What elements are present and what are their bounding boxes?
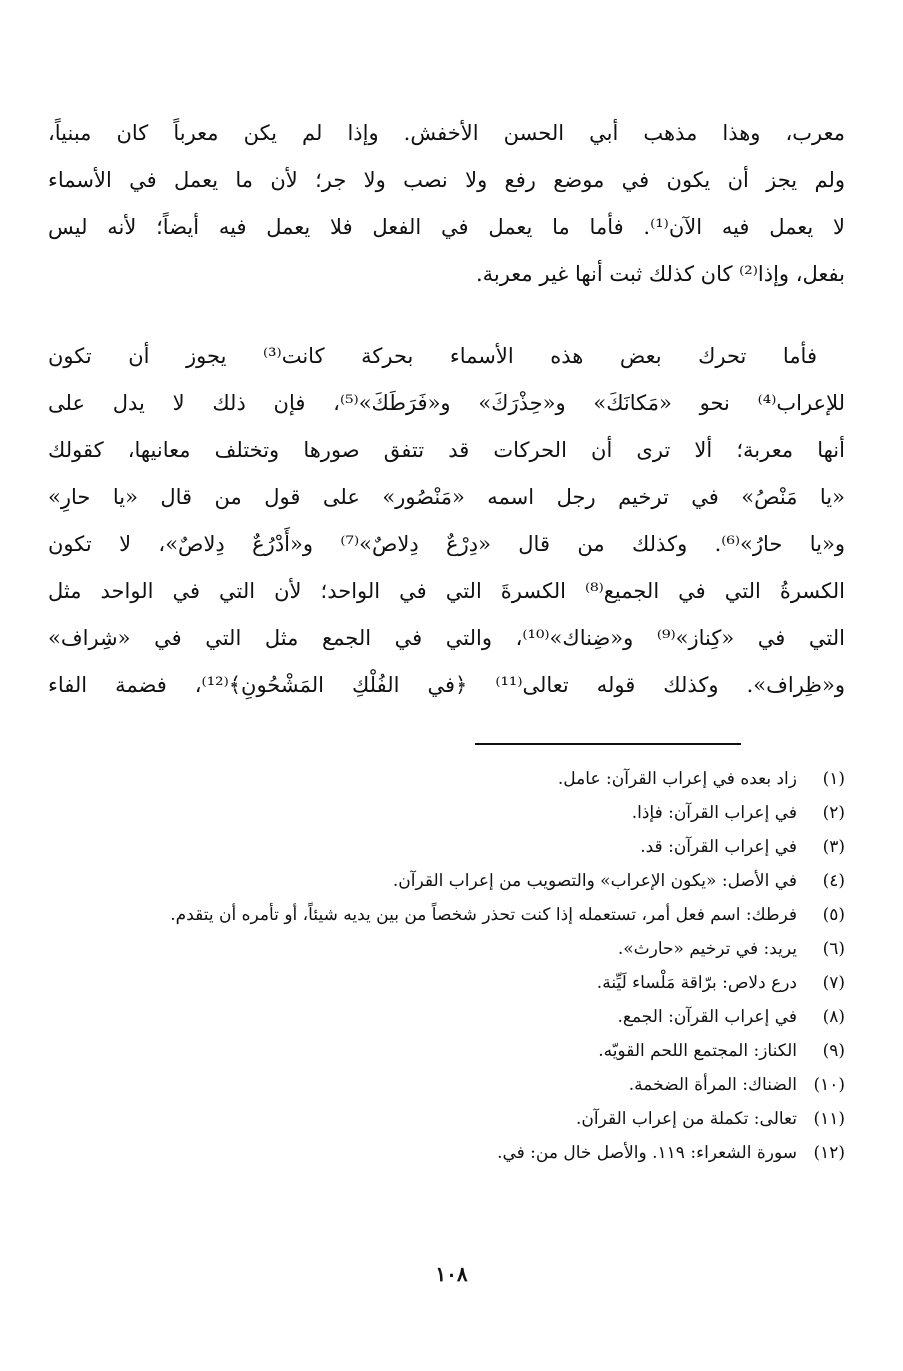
- footnote: [48, 966, 845, 1000]
- footnote-text: زاد بعده في إعراب القرآن: عامل.: [557, 769, 797, 789]
- footnotes: [48, 762, 845, 1170]
- text-line: و«يا حارُ»⁽⁶⁾. وكذلك من قال «دِرْعٌ دِلاصٌ»⁽⁷⁾ و«أَدْرُعٌ دِلاصٌ»، لا تكون: [48, 532, 845, 556]
- footnote-text: في إعراب القرآن: فإذا.: [631, 803, 797, 823]
- text-line: للإعراب⁽⁴⁾ نحو «مَكانَكَ» و«حِذْرَكَ» و«فَرَطَكَ»⁽⁵⁾، فإن ذلك لا يدل على: [48, 391, 845, 415]
- footnote-number: (١١): [813, 1109, 845, 1129]
- footnote-number: (٨): [822, 1007, 845, 1027]
- footnote-text: في إعراب القرآن: قد.: [640, 837, 797, 857]
- text-line: معرب، وهذا مذهب أبي الحسن الأخفش. وإذا لم يكن معرباً كان مبنياً،: [48, 121, 845, 145]
- footnote-number: (٢): [822, 803, 845, 823]
- paragraph: [48, 110, 845, 298]
- footnote-number: (٦): [822, 939, 845, 959]
- footnote-number: (١٠): [813, 1075, 845, 1095]
- footnote-text: تعالى: تكملة من إعراب القرآن.: [575, 1109, 797, 1129]
- footnote-number: (٤): [822, 871, 845, 891]
- footnote: [48, 830, 845, 864]
- footnote: [48, 796, 845, 830]
- footnote: [48, 1068, 845, 1102]
- footnote: [48, 762, 845, 796]
- text-line: التي في «كِناز»⁽⁹⁾ و«ضِناك»⁽¹⁰⁾، والتي في الجمع مثل التي في «شِراف»: [48, 626, 845, 650]
- paragraph: [48, 333, 845, 709]
- footnote: [48, 864, 845, 898]
- text-line: الكسرةُ التي في الجميع⁽⁸⁾ الكسرةَ التي في الواحد؛ لأن التي في الواحد مثل: [48, 579, 845, 603]
- text-line: و«ظِراف». وكذلك قوله تعالى⁽¹¹⁾ ﴿في الفُلْكِ المَشْحُونِ﴾⁽¹²⁾، فضمة الفاء: [48, 673, 845, 697]
- footnote-divider: [475, 743, 741, 745]
- footnote-text: سورة الشعراء: ١١٩. والأصل خال من: في.: [497, 1143, 797, 1163]
- footnote-number: (١): [822, 769, 845, 789]
- text-line: أنها معربة؛ ألا ترى أن الحركات قد تتفق صورها وتختلف معانيها، كقولك: [48, 438, 845, 462]
- footnote-text: في إعراب القرآن: الجمع.: [617, 1007, 797, 1027]
- footnote-text: فرطك: اسم فعل أمر، تستعمله إذا كنت تحذر شخصاً من بين يديه شيئاً، أو تأمره أن يتقدم.: [170, 905, 797, 925]
- footnote-number: (٩): [822, 1041, 845, 1061]
- text-line: ولم يجز أن يكون في موضع رفع ولا نصب ولا جر؛ لأن ما يعمل في الأسماء: [48, 168, 845, 192]
- footnote-number: (١٢): [813, 1143, 845, 1163]
- footnote-number: (٥): [822, 905, 845, 925]
- footnote: [48, 1034, 845, 1068]
- footnote-text: في الأصل: «يكون الإعراب» والتصويب من إعراب القرآن.: [392, 871, 797, 891]
- text-line: فأما تحرك بعض هذه الأسماء بحركة كانت⁽³⁾ يجوز أن تكون: [48, 344, 817, 368]
- main-text: [48, 110, 845, 709]
- footnote: [48, 1136, 845, 1170]
- footnote-text: يريد: في ترخيم «حارث».: [617, 939, 797, 959]
- footnote: [48, 932, 845, 966]
- footnote-text: الكناز: المجتمع اللحم القويّه.: [598, 1041, 797, 1061]
- footnote: [48, 898, 845, 932]
- text-line: لا يعمل فيه الآن⁽¹⁾. فأما ما يعمل في الفعل فلا يعمل فيه أيضاً؛ لأنه ليس: [48, 215, 845, 239]
- page-number: ١٠٨: [435, 1262, 468, 1286]
- footnote: [48, 1102, 845, 1136]
- footnote-number: (٣): [822, 837, 845, 857]
- footnote: [48, 1000, 845, 1034]
- footnote-text: درع دلاص: برّاقة مَلْساء لَيِّنة.: [596, 973, 797, 993]
- footnote-number: (٧): [822, 973, 845, 993]
- text-line: «يا مَنْصُ» في ترخيم رجل اسمه «مَنْصُور» على قول من قال «يا حارِ»: [48, 485, 845, 509]
- text-line: بفعل، وإذا⁽²⁾ كان كذلك ثبت أنها غير معربة.: [475, 262, 845, 286]
- footnote-text: الضناك: المرأة الضخمة.: [628, 1075, 797, 1095]
